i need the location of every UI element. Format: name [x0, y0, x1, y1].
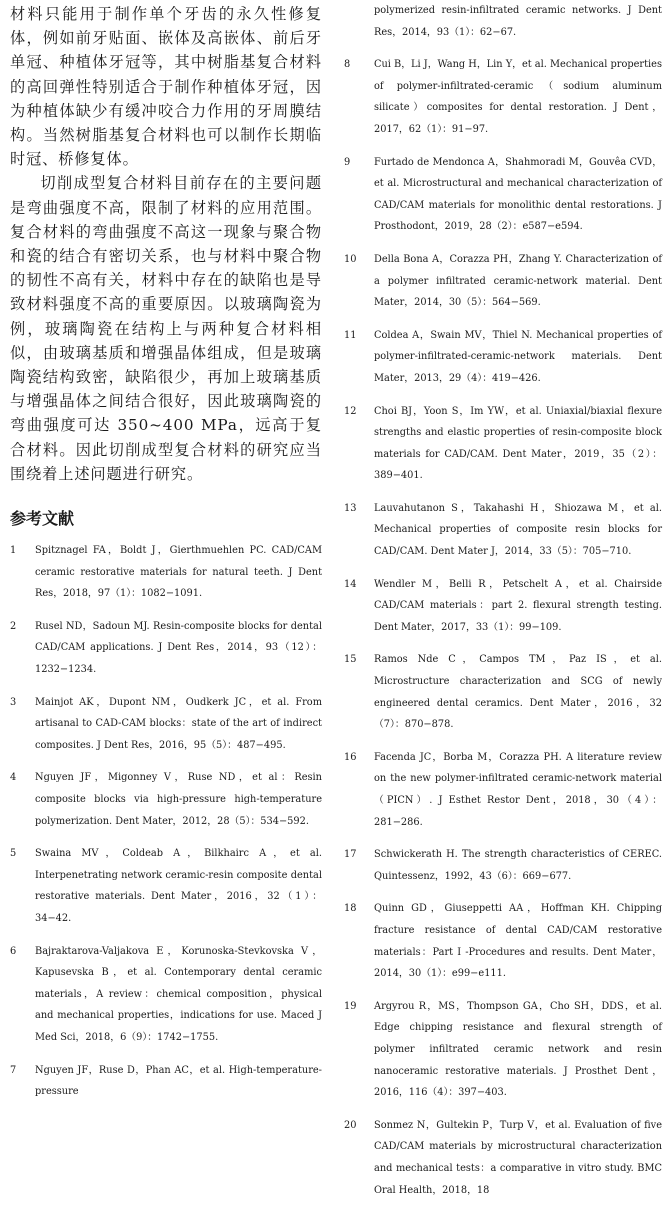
reference-item [344, 996, 662, 1104]
reference-number: 9 [344, 156, 351, 168]
reference-item [10, 692, 322, 757]
reference-item [10, 540, 322, 605]
reference-number: 1 [10, 545, 17, 557]
reference-number: 4 [10, 772, 17, 784]
reference-number: 10 [344, 253, 357, 265]
reference-item [344, 498, 662, 563]
reference-text: Nguyen JF，Migonney V，Ruse ND，et al：Resin composite blocks via high-pressure high-temperature polymerization. Dent Mater，2012，28（5）：534−592. [35, 772, 322, 827]
reference-text: Schwickerath H. The strength characteristics of CEREC. Quintessenz，1992，43（6）：669−677. [374, 849, 662, 882]
reference-item [344, 747, 662, 833]
reference-item [344, 249, 662, 314]
reference-number: 17 [344, 849, 357, 861]
reference-number: 20 [344, 1119, 357, 1131]
reference-item [10, 1060, 322, 1103]
reference-number: 12 [344, 405, 357, 417]
reference-text: Bajraktarova-Valjakova E，Korunoska-Stevkovska V，Kapusevska B，et al. Contemporary dental ceramic materials，A review：chemical composition，physical and mechanical properties，indications for use. Maced J Med Sci，2018，6（9）：1742−1755. [35, 945, 322, 1043]
reference-text: Ramos Nde C，Campos TM，Paz IS，et al. Microstructure characterization and SCG of newly engineered dental ceramics. Dent Mater，2016，32（7）：870−878. [374, 654, 662, 731]
reference-text: polymerized resin-infiltrated ceramic networks. J Dent Res，2014，93（1）：62−67. [374, 5, 662, 38]
reference-item [344, 152, 662, 238]
reference-item [344, 54, 662, 140]
references-heading: 参考文献 [10, 509, 75, 529]
reference-number: 13 [344, 502, 357, 514]
reference-item [344, 574, 662, 639]
reference-number: 7 [10, 1064, 17, 1076]
reference-text: Swaina MV，Coldeab A，Bilkhairc A，et al. Interpenetrating network ceramic-resin composite dental restorative materials. Dent Mater，2016，32（1）：34−42. [35, 848, 322, 924]
reference-item [344, 649, 662, 735]
reference-text: Quinn GD，Giuseppetti AA，Hoffman KH. Chipping fracture resistance of dental CAD/CAM restorative materials：Part I -Procedures and results. Dent Mater，2014，30（1）：e99−e111. [374, 903, 662, 980]
reference-text: Coldea A，Swain MV，Thiel N. Mechanical properties of polymer-infiltrated-ceramic-network materials. Dent Mater，2013，29（4）：419−426. [374, 329, 662, 384]
reference-continuation [344, 0, 662, 43]
reference-number: 6 [10, 945, 17, 957]
reference-text: Mainjot AK，Dupont NM，Oudkerk JC，et al. From artisanal to CAD-CAM blocks：state of the art of indirect composites. J Dent Res，2016，95（5）：487−495. [35, 696, 322, 751]
reference-number: 14 [344, 578, 357, 590]
reference-text: Nguyen JF，Ruse D，Phan AC，et al. High-temperature-pressure [35, 1064, 322, 1098]
reference-item [10, 616, 322, 681]
right-column [344, 0, 662, 1212]
reference-number: 19 [344, 1000, 357, 1012]
left-column [10, 0, 322, 1114]
reference-item [344, 844, 662, 887]
reference-item [344, 898, 662, 984]
reference-text: Argyrou R，MS，Thompson GA，Cho SH，DDS，et al. Edge chipping resistance and flexural strength of polymer infiltrated ceramic network and resin nanoceramic restorative materials. J Prosthet Dent，2016，116（4）：397−403. [374, 1000, 662, 1099]
reference-item [10, 941, 322, 1049]
body-text [10, 0, 322, 486]
reference-number: 2 [10, 620, 17, 632]
reference-text: Sonmez N，Gultekin P，Turp V，et al. Evaluation of five CAD/CAM materials by microstructural characterization and mechanical tests：a comparative in vitro study. BMC Oral Health，2018，18 [374, 1119, 662, 1196]
body-paragraph-2: 切削成型复合材料目前存在的主要问题是弯曲强度不高，限制了材料的应用范围。复合材料的弯曲强度不高这一现象与聚合物和瓷的结合有密切关系，也与材料中聚合物的韧性不高有关，材料中存在的缺陷也是导致材料强度不高的重要原因。以玻璃陶瓷为例，玻璃陶瓷在结构上与两种复合材料相似，由玻璃基质和增强晶体组成，但是玻璃陶瓷结构致密，缺陷很少，再加上玻璃基质与增强晶体之间结合很好，因此玻璃陶瓷的弯曲强度可达 350~400 MPa，远高于复合材料。因此切削成型复合材料的研究应当围绕着上述问题进行研究。 [10, 174, 322, 483]
reference-number: 16 [344, 751, 357, 763]
reference-text: Della Bona A，Corazza PH，Zhang Y. Characterization of a polymer infiltrated ceramic-network material. Dent Mater，2014，30（5）：564−569. [374, 253, 662, 309]
reference-number: 18 [344, 903, 357, 915]
reference-text: Spitznagel FA，Boldt J，Gierthmuehlen PC. CAD/CAM ceramic restorative materials for natural teeth. J Dent Res，2018，97（1）：1082−1091. [35, 545, 322, 600]
reference-number: 15 [344, 654, 357, 666]
reference-number: 3 [10, 696, 17, 708]
reference-item [344, 1115, 662, 1201]
reference-item [10, 843, 322, 929]
reference-list-left [10, 540, 322, 1103]
reference-number: 8 [344, 59, 351, 71]
reference-number: 11 [344, 329, 357, 341]
reference-text: Choi BJ，Yoon S，Im YW，et al. Uniaxial/biaxial flexure strengths and elastic properties of resin-composite block materials for CAD/CAM. Dent Mater，2019，35（2）：389−401. [374, 405, 662, 482]
reference-text: Facenda JC，Borba M，Corazza PH. A literature review on the new polymer-infiltrated ceramic-network material（PICN）. J Esthet Restor Dent，2018，30（4）：281−286. [374, 751, 662, 828]
reference-list-right [344, 54, 662, 1201]
reference-number: 5 [10, 848, 17, 860]
reference-text: Wendler M，Belli R，Petschelt A，et al. Chairside CAD/CAM materials：part 2. flexural strength testing. Dent Mater，2017，33（1）：99−109. [374, 578, 662, 633]
reference-text: Rusel ND，Sadoun MJ. Resin-composite blocks for dental CAD/CAM applications. J Dent Res，2014，93（12）：1232−1234. [35, 620, 322, 676]
reference-item [344, 325, 662, 390]
reference-item [344, 401, 662, 487]
reference-text: Furtado de Mendonca A，Shahmoradi M，Gouvêa CVD，et al. Microstructural and mechanical characterization of CAD/CAM materials for monolithic dental restorations. J Prosthodont，2019，28（2）：e587−e594. [374, 156, 662, 233]
body-paragraph-1: 材料只能用于制作单个牙齿的永久性修复体，例如前牙贴面、嵌体及高嵌体、前后牙单冠、种植体牙冠等，其中树脂基复合材料的高回弹性特别适合于制作种植体牙冠，因为种植体缺少有缓冲咬合力作用的牙周膜结构。当然树脂基复合材料也可以制作长期临时冠、桥修复体。 [10, 5, 322, 169]
reference-text: Lauvahutanon S，Takahashi H，Shiozawa M，et al. Mechanical properties of composite resin blocks for CAD/CAM. Dent Mater J，2014，33（5）：705−710. [374, 502, 662, 558]
reference-text: Cui B，Li J，Wang H，Lin Y，et al. Mechanical properties of polymer-infiltrated-ceramic（sodium aluminum silicate）composites for dental restoration. J Dent，2017，62（1）：91−97. [374, 59, 662, 135]
reference-item [10, 767, 322, 832]
